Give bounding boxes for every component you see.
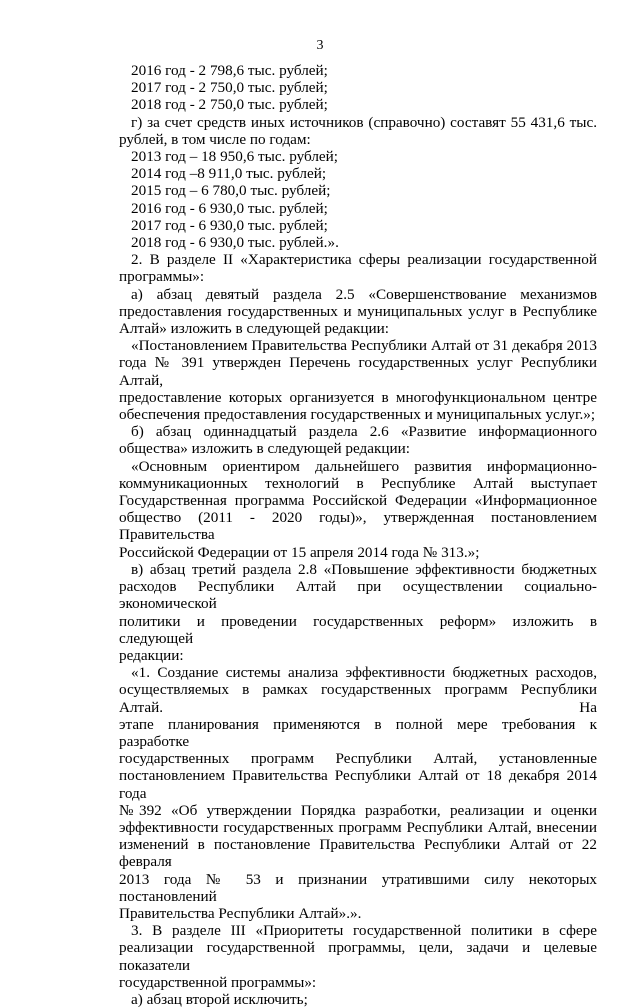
text-line: Алтай» изложить в следующей редакции: (119, 320, 389, 338)
text-line: в) абзац третий раздела 2.8 «Повышение эффективности бюджетных (131, 560, 597, 578)
text-line: а) абзац девятый раздела 2.5 «Совершенствование механизмов (131, 285, 597, 303)
text-line: 2017 год - 2 750,0 тыс. рублей; (131, 79, 328, 97)
text-line: Российской Федерации от 15 апреля 2014 года № 313.»; (119, 543, 480, 561)
text-line: рублей, в том числе по годам: (119, 130, 311, 148)
text-line: 2015 год – 6 780,0 тыс. рублей; (131, 182, 331, 200)
text-line: б) абзац одиннадцатый раздела 2.6 «Развитие информационного (131, 423, 597, 441)
page-number: 3 (316, 38, 324, 53)
text-line: 2014 год –8 911,0 тыс. рублей; (131, 165, 327, 183)
text-line: «Постановлением Правительства Республики Алтай от 31 декабря 2013 (131, 337, 597, 355)
text-line: 2013 года № 53 и признании утратившими силу некоторых постановлений (119, 870, 597, 905)
text-line: а) абзац второй исключить; (131, 990, 308, 1008)
text-line: политики и проведении государственных реформ» изложить в следующей (119, 612, 597, 647)
text-line: редакции: (119, 646, 184, 664)
text-line: Правительства Республики Алтай».». (119, 904, 362, 922)
text-line: предоставления государственных и муниципальных услуг в Республике (119, 302, 597, 320)
text-line: этапе планирования применяются в полной мере требования к разработке (119, 715, 597, 750)
text-line: 2016 год - 2 798,6 тыс. рублей; (131, 62, 328, 79)
text-line: «Основным ориентиром дальнейшего развития информационно- (131, 457, 597, 475)
text-line: эффективности государственных программ Республики Алтай, внесении (119, 818, 597, 836)
text-line: реализации государственной программы, цели, задачи и целевые показатели (119, 939, 597, 974)
text-line: г) за счет средств иных источников (справочно) составят 55 431,6 тыс. (131, 113, 597, 131)
text-line: 2018 год - 6 930,0 тыс. рублей.». (131, 234, 339, 252)
text-line: 2018 год - 2 750,0 тыс. рублей; (131, 96, 328, 114)
text-line: года № 391 утвержден Перечень государственных услуг Республики Алтай, (119, 354, 597, 389)
text-line: 2016 год - 6 930,0 тыс. рублей; (131, 199, 328, 217)
text-line: 2. В разделе II «Характеристика сферы реализации государственной (131, 251, 597, 269)
text-line: 2013 год – 18 950,6 тыс. рублей; (131, 148, 339, 166)
text-line: обеспечения предоставления государственных и муниципальных услуг.»; (119, 406, 596, 424)
document-body (119, 62, 597, 1008)
text-line: расходов Республики Алтай при осуществлении социально-экономической (119, 578, 597, 613)
text-line: коммуникационных технологий в Республике Алтай выступает (119, 474, 597, 492)
text-line: «1. Создание системы анализа эффективности бюджетных расходов, (131, 664, 597, 682)
text-line: государственных программ Республики Алтай, установленные (119, 750, 597, 768)
text-line: государственной программы»: (119, 973, 317, 991)
text-line: общество (2011 - 2020 годы)», утвержденная постановлением Правительства (119, 509, 597, 544)
text-line: общества» изложить в следующей редакции: (119, 440, 410, 458)
text-line: предоставление которых организуется в многофункциональном центре (119, 388, 597, 406)
text-line: №392 «Об утверждении Порядка разработки, реализации и оценки (119, 801, 597, 819)
text-line: осуществляемых в рамках государственных программ Республики Алтай. На (119, 681, 597, 716)
text-line: постановлением Правительства Республики Алтай от 18 декабря 2014 года (119, 767, 597, 802)
text-line: Государственная программа Российской Федерации «Информационное (119, 492, 597, 510)
text-line: 3. В разделе III «Приоритеты государственной политики в сфере (131, 922, 597, 940)
text-line: изменений в постановление Правительства Республики Алтай от 22 февраля (119, 836, 597, 871)
text-line: 2017 год - 6 930,0 тыс. рублей; (131, 216, 328, 234)
text-line: программы»: (119, 268, 205, 286)
